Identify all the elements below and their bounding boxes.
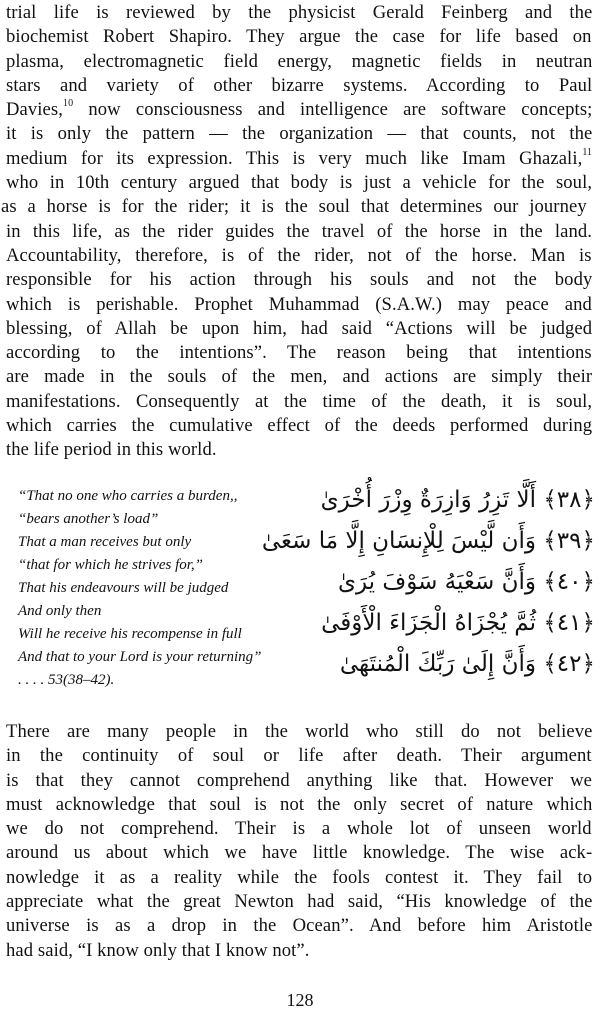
- text-line: which carries the cumulative effect of the deeds performed during: [6, 415, 592, 437]
- arabic-verse-line: ﴿٣٩﴾ وَأَن لَّيْسَ لِلْإِنسَانِ إِلَّا مَا سَعَىٰ: [261, 528, 595, 554]
- paragraph-2: [6, 720, 592, 963]
- arabic-verse-line: ﴿٤٠﴾ وَأَنَّ سَعْيَهُ سَوْفَ يُرَىٰ: [337, 569, 595, 595]
- arabic-verse-line: ﴿٤١﴾ ثُمَّ يُجْزَاهُ الْجَزَاءَ الْأَوْفَىٰ: [321, 610, 595, 636]
- text-line: nowledge it as a reality while the fools contest it. They fail to: [6, 866, 592, 888]
- text-line: [6, 98, 592, 122]
- verse-line: And that to your Lord is your returning”: [18, 649, 262, 665]
- text-line: [6, 147, 592, 171]
- text-line: trial life is reviewed by the physicist Gerald Feinberg and the: [6, 2, 592, 23]
- text-line: appreciate what the great Newton had said, “His knowledge of the: [6, 891, 592, 913]
- verse-line: That his endeavours will be judged: [18, 580, 229, 596]
- text-line-main: medium for its expression. This is very much like Imam Ghazali,: [6, 147, 583, 169]
- verse-line: And only then: [18, 603, 102, 619]
- text-line: manifestations. Consequently at the time of the death, it is soul,: [6, 390, 592, 412]
- text-line: it is only the pattern — the organization — that counts, not the: [6, 123, 592, 145]
- text-line: blessing, of Allah be upon him, had said “Actions will be judged: [6, 317, 592, 339]
- text-line: universe is as a drop in the Ocean”. And before him Aristotle: [6, 915, 592, 937]
- text-line: the life period in this world.: [6, 439, 217, 461]
- text-line: around us about which we have little knowledge. The wise ack-: [6, 842, 592, 864]
- verse-line: “bears another’s load”: [18, 511, 159, 527]
- text-line: had said, “I know only that I know not”.: [6, 939, 310, 961]
- text-line: stars and variety of other bizarre systems. According to Paul: [6, 74, 592, 96]
- text-line: as a horse is for the rider; it is the soul that determines our journey: [1, 196, 587, 218]
- text-line: There are many people in the world who still do not believe: [6, 721, 592, 742]
- arabic-verses: [261, 480, 595, 685]
- text-line: in this life, as the rider guides the travel of the horse in the land.: [6, 220, 592, 242]
- text-line: in the continuity of soul or life after death. Their argument: [6, 745, 592, 767]
- text-line: are made in the souls of the men, and actions are simply their: [6, 366, 592, 388]
- verse-line: That a man receives but only: [18, 534, 192, 550]
- text-line-rest: now consciousness and intelligence are software concepts;: [88, 99, 592, 121]
- page-number: 128: [286, 990, 314, 1010]
- paragraph-1: [1, 1, 592, 463]
- arabic-verse-line: ﴿٣٨﴾ أَلَّا تَزِرُ وَازِرَةٌ وِزْرَ أُخْرَىٰ: [320, 487, 595, 513]
- text-line: biochemist Robert Shapiro. They argue the case for life based on: [6, 26, 592, 48]
- text-line: according to the intentions”. The reason being that intentions: [6, 342, 592, 364]
- davies-word: Davies,: [6, 99, 63, 121]
- verse-reference: . . . . 53(38–42).: [18, 672, 115, 688]
- arabic-verse-line: ﴿٤٢﴾ وَأَنَّ إِلَىٰ رَبِّكَ الْمُنتَهَىٰ: [339, 651, 595, 677]
- text-line: we do not comprehend. Their is a whole lot of unseen world: [6, 818, 592, 840]
- footnote-ref-11: 11: [582, 146, 592, 158]
- verse-line: “that for which he strives for,”: [18, 557, 204, 573]
- text-line: who in 10th century argued that body is just a vehicle for the soul,: [6, 172, 592, 194]
- verse-translation: [18, 485, 348, 692]
- text-line: plasma, electromagnetic field energy, magnetic fields in neutran: [6, 50, 592, 72]
- text-line: responsible for his action through his souls and not the body: [6, 269, 592, 291]
- footnote-ref-10: 10: [62, 98, 74, 110]
- verse-line: “That no one who carries a burden,,: [18, 488, 238, 504]
- verse-line: Will he receive his recompense in full: [18, 626, 242, 642]
- text-line: must acknowledge that soul is not the only secret of nature which: [6, 793, 592, 815]
- text-line: which is perishable. Prophet Muhammad (S.A.W.) may peace and: [6, 293, 592, 315]
- text-line: is that they cannot comprehend anything like that. However we: [6, 769, 592, 791]
- text-line: Accountability, therefore, is of the rider, not of the horse. Man is: [6, 244, 592, 266]
